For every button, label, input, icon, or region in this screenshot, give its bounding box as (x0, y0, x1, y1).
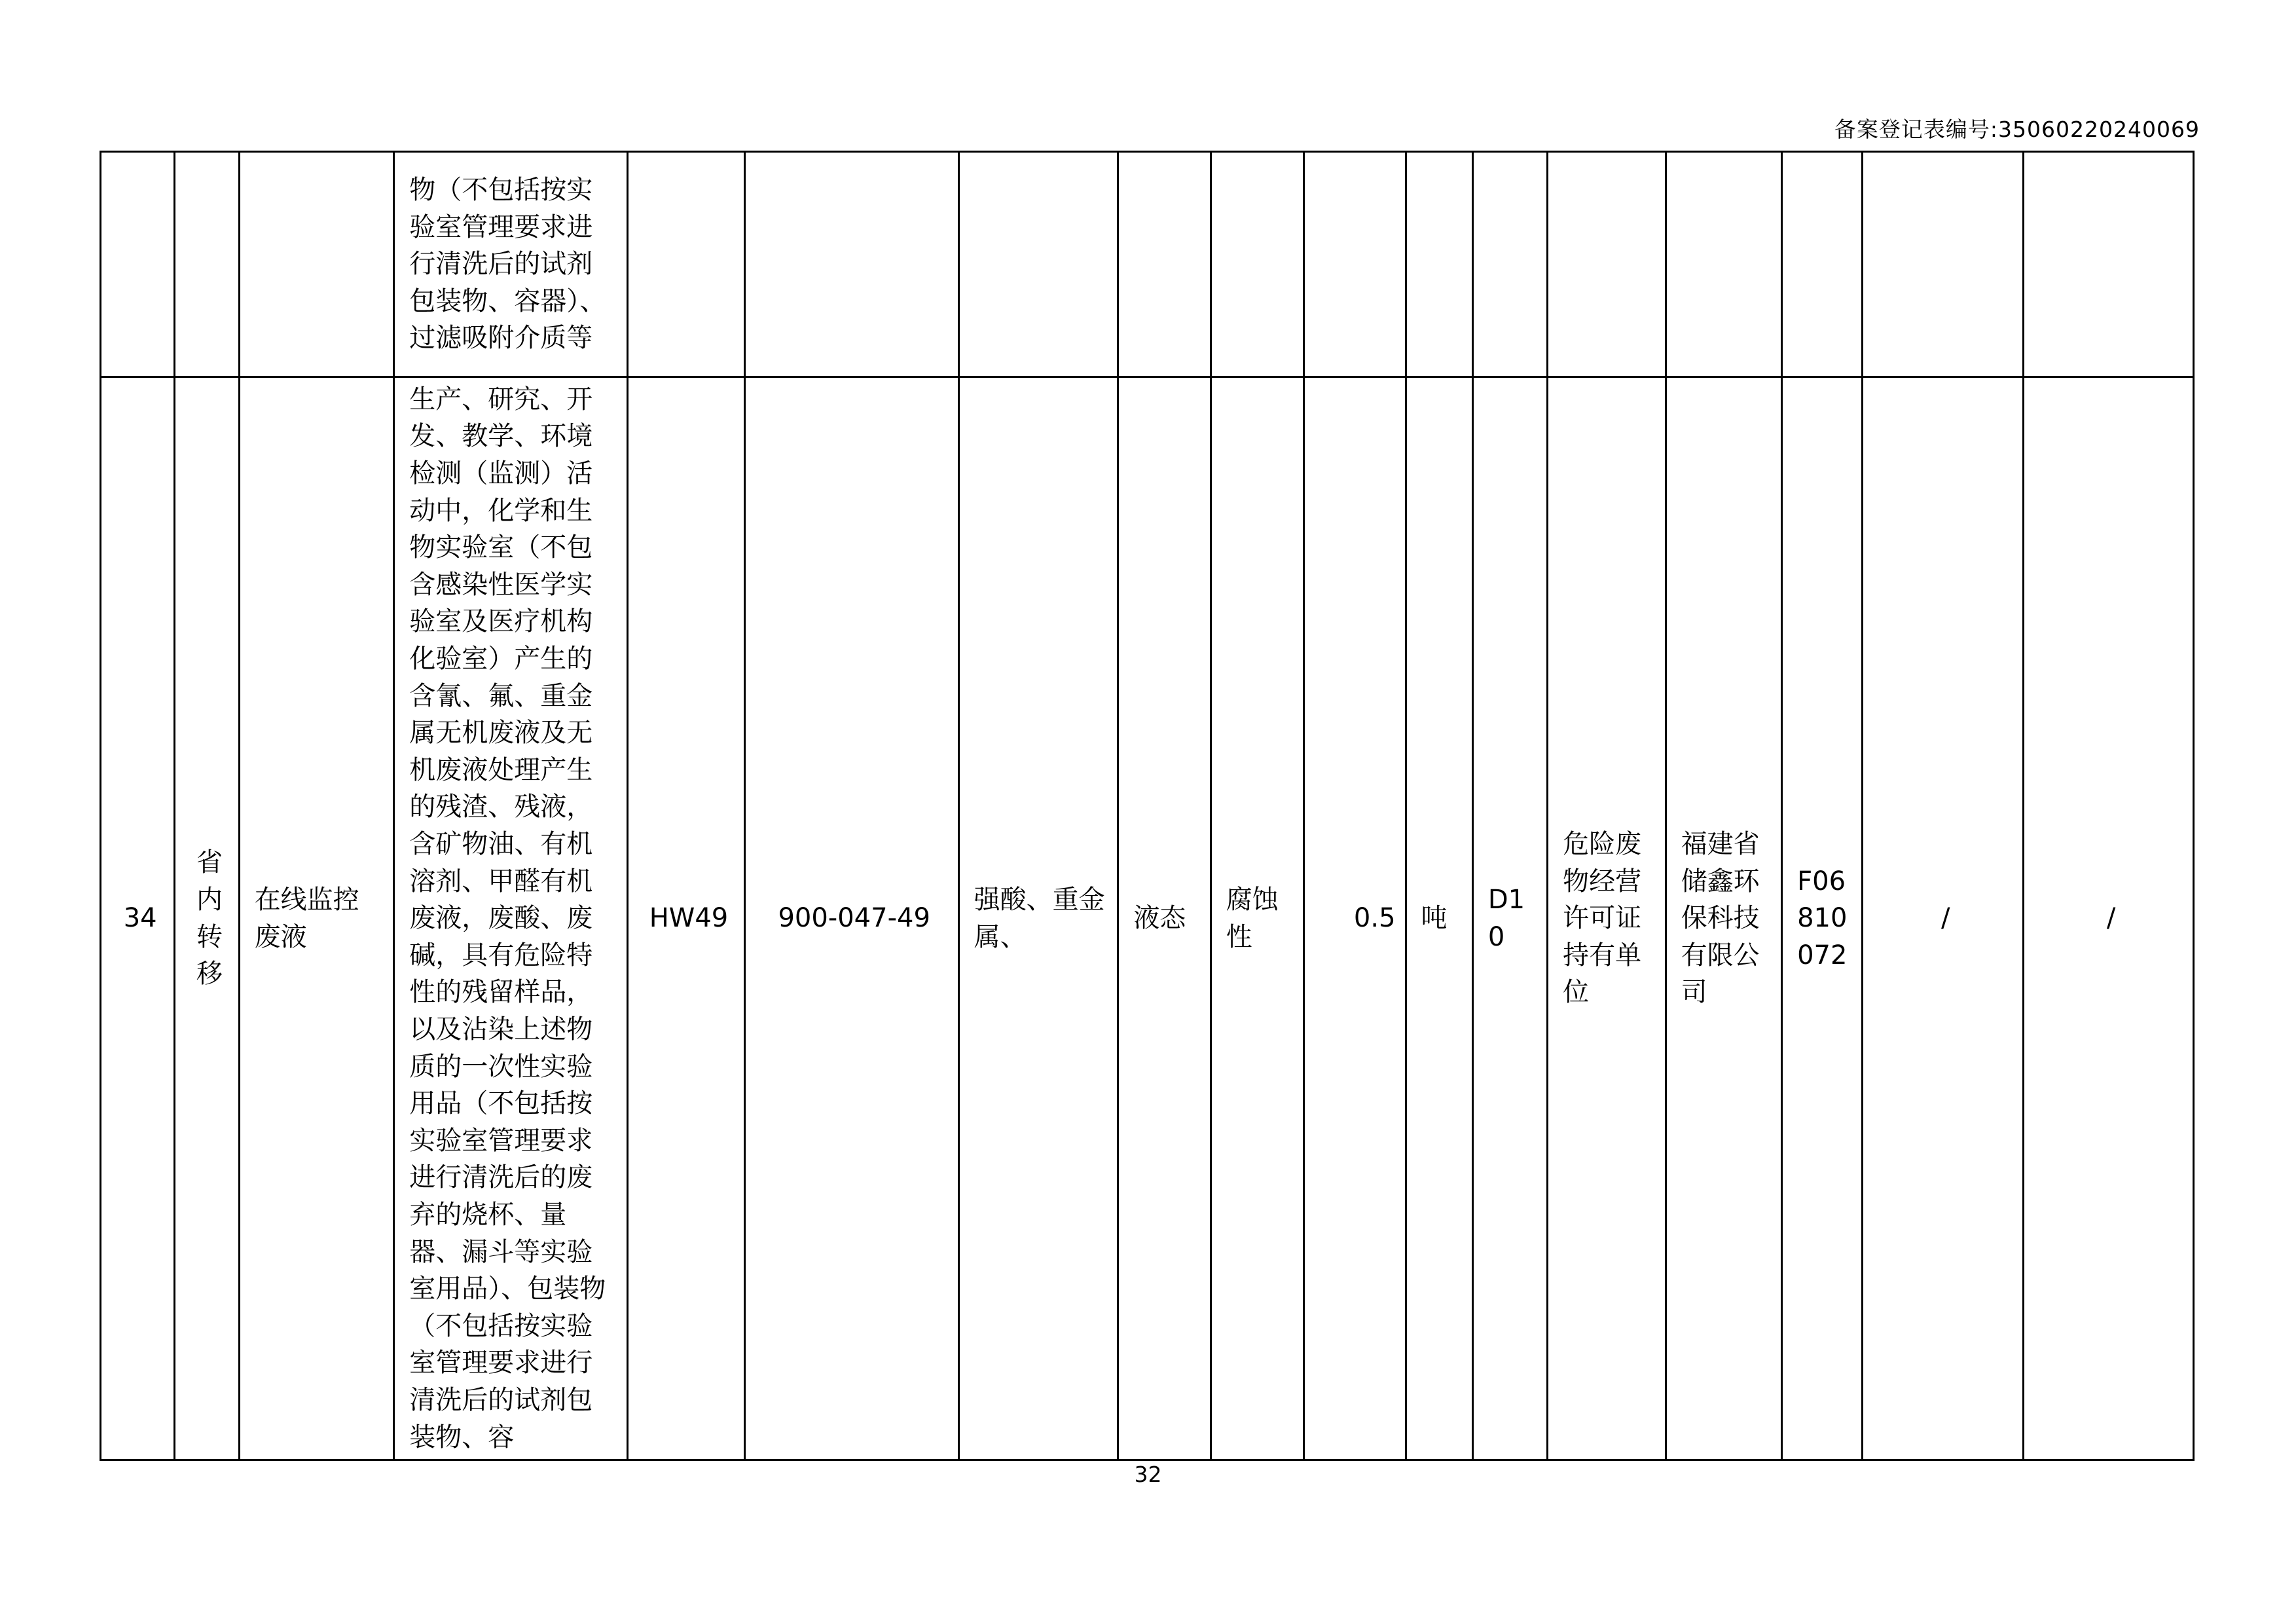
cell-license-cont (1782, 152, 1863, 377)
page-number: 32 (1134, 1462, 1162, 1487)
cell-components-cont (958, 152, 1118, 377)
cell-hazard-cont (1211, 152, 1303, 377)
cell-code-cont (744, 152, 958, 377)
record-number-label: 备案登记表编号: (1834, 117, 1999, 142)
cell-waste-name: 在线监控废液 (239, 377, 394, 1460)
cell-waste-category: HW49 (628, 377, 745, 1460)
record-number-value: 35060220240069 (1998, 117, 2200, 142)
cell-transfer-type-cont (175, 152, 239, 377)
cell-transfer-type: 省内转移 (175, 377, 239, 1460)
record-number-header (1834, 111, 2200, 148)
hazardous-waste-table (100, 151, 2195, 1461)
cell-quantity: 0.5 (1304, 377, 1406, 1460)
cell-form-cont (1118, 152, 1211, 377)
cell-license-number: F06810072 (1782, 377, 1863, 1460)
cell-index: 34 (101, 377, 175, 1460)
cell-receiver-name: 福建省储鑫环保科技有限公司 (1666, 377, 1781, 1460)
cell-col15-cont (2024, 152, 2194, 377)
cell-description-cont: 物（不包括按实验室管理要求进行清洗后的试剂包装物、容器）、过滤吸附介质等 (394, 152, 628, 377)
cell-col14-cont (1863, 152, 2024, 377)
cell-col-14: / (1863, 377, 2024, 1460)
cell-hazard-property: 腐蚀性 (1211, 377, 1303, 1460)
cell-receiver-name-cont (1666, 152, 1781, 377)
cell-receiver-type: 危险废物经营许可证持有单位 (1548, 377, 1666, 1460)
cell-description: 生产、研究、开发、教学、环境检测（监测）活动中，化学和生物实验室（不包含感染性医学实验室及医疗机构化验室）产生的含氰、氟、重金属无机废液及无机废液处理产生的残渣、残液，含矿物油、有机溶剂、甲醛有机废液，废酸、废碱，具有危险特性的残留样品，以及沾染上述物质的一次性实验用品（不包括按实验室管理要求进行清洗后的废弃的烧杯、量器、漏斗等实验室用品）、包装物（不包括按实验室管理要求进行清洗后的试剂包装物、容 (394, 377, 628, 1460)
cell-disposal-cont (1472, 152, 1547, 377)
cell-form: 液态 (1118, 377, 1211, 1460)
cell-waste-code: 900-047-49 (744, 377, 958, 1460)
cell-unit: 吨 (1406, 377, 1472, 1460)
cell-quantity-cont (1304, 152, 1406, 377)
cell-hazardous-components: 强酸、重金属、 (958, 377, 1118, 1460)
table-row-continued (101, 152, 2194, 377)
cell-col-15: / (2024, 377, 2194, 1460)
cell-disposal-method: D10 (1472, 377, 1547, 1460)
cell-index-cont (101, 152, 175, 377)
cell-category-cont (628, 152, 745, 377)
cell-waste-name-cont (239, 152, 394, 377)
cell-unit-cont (1406, 152, 1472, 377)
cell-receiver-type-cont (1548, 152, 1666, 377)
table-row-34 (101, 377, 2194, 1460)
